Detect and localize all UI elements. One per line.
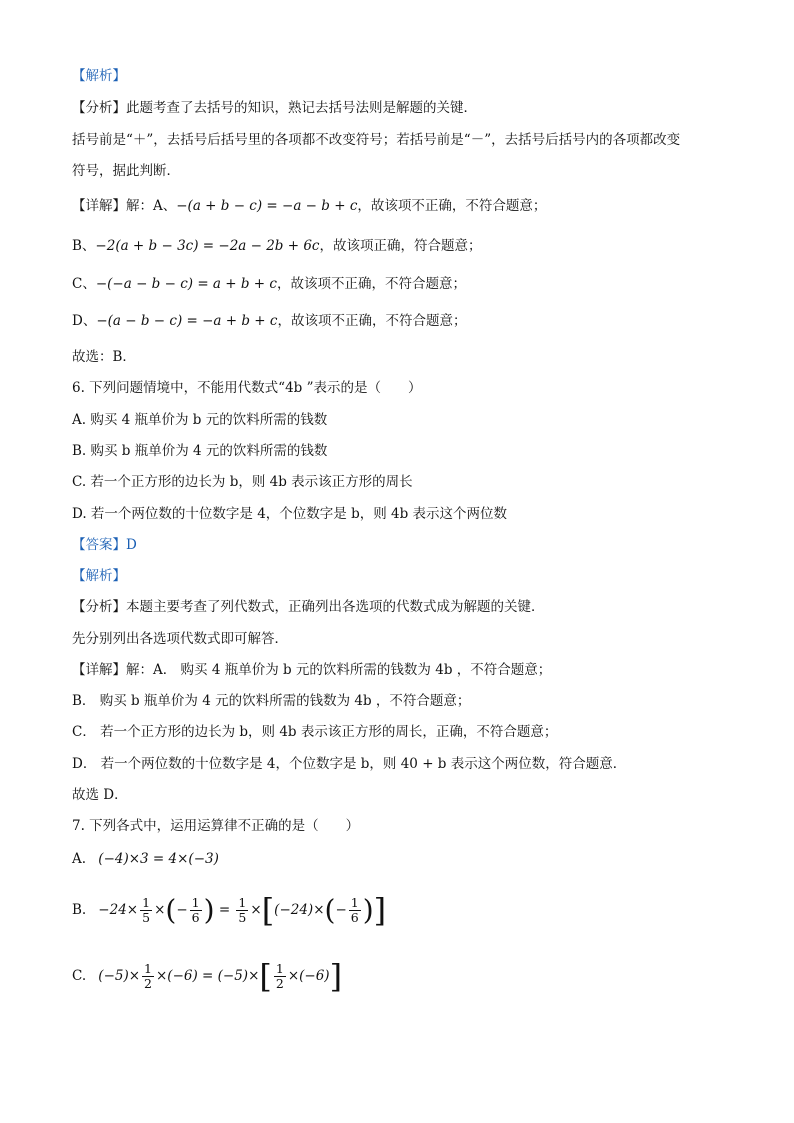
- detail-a-tail: ，故该项不正确，不符合题意；: [357, 198, 547, 214]
- detail-d-math: −(a − b − c) = −a + b + c: [96, 313, 278, 329]
- detail-d: [72, 312, 734, 330]
- q7-option-b-eq: =: [218, 902, 235, 918]
- q6-answer: 【答案】D: [72, 537, 137, 553]
- q6-option-a: A. 购买 4 瓶单价为 b 元的饮料所需的钱数: [72, 412, 328, 428]
- q7-option-b-left: −24×: [98, 902, 139, 918]
- rule-line-1: 括号前是“＋”，去括号后括号里的各项都不改变符号；若括号前是“－”，去括号后括号内的各项都改变: [72, 132, 681, 148]
- q7-option-c-mid: ×(−6) = (−5)×: [156, 968, 260, 984]
- detail-a-prefix: 【详解】解：A、: [72, 198, 177, 214]
- q6-detail-a: 【详解】解：A． 购买 4 瓶单价为 b 元的饮料所需的钱数为 4b ，不符合题意；: [72, 662, 552, 678]
- q7-option-c-inner: ×(−6): [287, 968, 330, 984]
- q6-option-d: D. 若一个两位数的十位数字是 4，个位数字是 b，则 4b 表示这个两位数: [72, 506, 508, 522]
- detail-b-tail: ，故该项正确，符合题意；: [319, 238, 482, 254]
- q6-choice: 故选 D．: [72, 787, 128, 803]
- q6-option-b: B. 购买 b 瓶单价为 4 元的饮料所需的钱数: [72, 443, 328, 459]
- rule-line-2: 符号，据此判断．: [72, 163, 180, 179]
- detail-b: [72, 237, 734, 255]
- q6-option-c: C. 若一个正方形的边长为 b，则 4b 表示该正方形的周长: [72, 474, 413, 490]
- q6-detail-d: D． 若一个两位数的十位数字是 4，个位数字是 b，则 40 + b 表示这个两位数，符合题意．: [72, 756, 627, 772]
- fraction-one-sixth: $\frac{1}{6}$: [191, 895, 200, 925]
- detail-d-prefix: D、: [72, 313, 97, 329]
- detail-c-tail: ，故该项不正确，不符合题意；: [276, 276, 466, 292]
- q7-option-b-inner: (−24)×: [274, 902, 325, 918]
- q6-stem: 6. 下列问题情境中，不能用代数式“4b ”表示的是（ ）: [72, 380, 422, 396]
- q6-method: 先分别列出各选项代数式即可解答．: [72, 631, 288, 647]
- detail-c-prefix: C、: [72, 276, 96, 292]
- detail-b-prefix: B、: [72, 238, 96, 254]
- detail-d-tail: ，故该项不正确，不符合题意；: [277, 313, 467, 329]
- q7-option-c-left: (−5)×: [98, 968, 141, 984]
- q7-stem: 7. 下列各式中，运用运算律不正确的是（ ）: [72, 818, 360, 834]
- q7-option-c: C. (−5)× $\frac{1}{2}$ ×(−6) = (−5)×[ $\frac{1}{2}$ ×(−6)]: [72, 957, 343, 996]
- q7-option-c-label: C.: [72, 968, 87, 984]
- q6-jiexi: 【解析】: [72, 568, 126, 584]
- detail-a-math: −(a + b − c) = −a − b + c: [176, 198, 358, 214]
- fraction-one-half: $\frac{1}{2}$: [144, 961, 152, 991]
- section-jiexi: 【解析】: [72, 68, 126, 84]
- detail-b-math: −2(a + b − 3c) = −2a − 2b + 6c: [95, 238, 320, 254]
- q6-detail-b: B． 购买 b 瓶单价为 4 元的饮料所需的钱数为 4b ，不符合题意；: [72, 693, 471, 709]
- q7-option-a: [72, 850, 734, 868]
- q6-detail-c: C． 若一个正方形的边长为 b，则 4b 表示该正方形的周长，正确，不符合题意；: [72, 724, 558, 740]
- detail-c: [72, 275, 734, 293]
- analysis-paragraph: 【分析】此题考查了去括号的知识，熟记去括号法则是解题的关键．: [72, 100, 477, 116]
- q7-option-b: B. −24× $\frac{1}{5}$ ×(− $\frac{1}{6}$ ) = $\frac{1}{5}$ ×[(−24)×(− $\frac{1}{6}$ )]: [72, 891, 387, 930]
- fraction-one-half-2: $\frac{1}{2}$: [275, 961, 284, 991]
- q7-option-b-label: B.: [72, 902, 87, 918]
- fraction-one-fifth-2: $\frac{1}{5}$: [238, 895, 247, 925]
- q6-analysis: 【分析】本题主要考查了列代数式，正确列出各选项的代数式成为解题的关键．: [72, 599, 545, 615]
- detail-c-math: −(−a − b − c) = a + b + c: [95, 276, 277, 292]
- q7-option-a-label: A.: [72, 851, 87, 867]
- fraction-one-fifth: $\frac{1}{5}$: [142, 895, 151, 925]
- fraction-one-sixth-2: $\frac{1}{6}$: [350, 895, 359, 925]
- detail-a: [72, 197, 734, 215]
- q7-option-a-math: (−4)×3 = 4×(−3): [98, 851, 219, 867]
- choice-b: 故选：B．: [72, 349, 136, 365]
